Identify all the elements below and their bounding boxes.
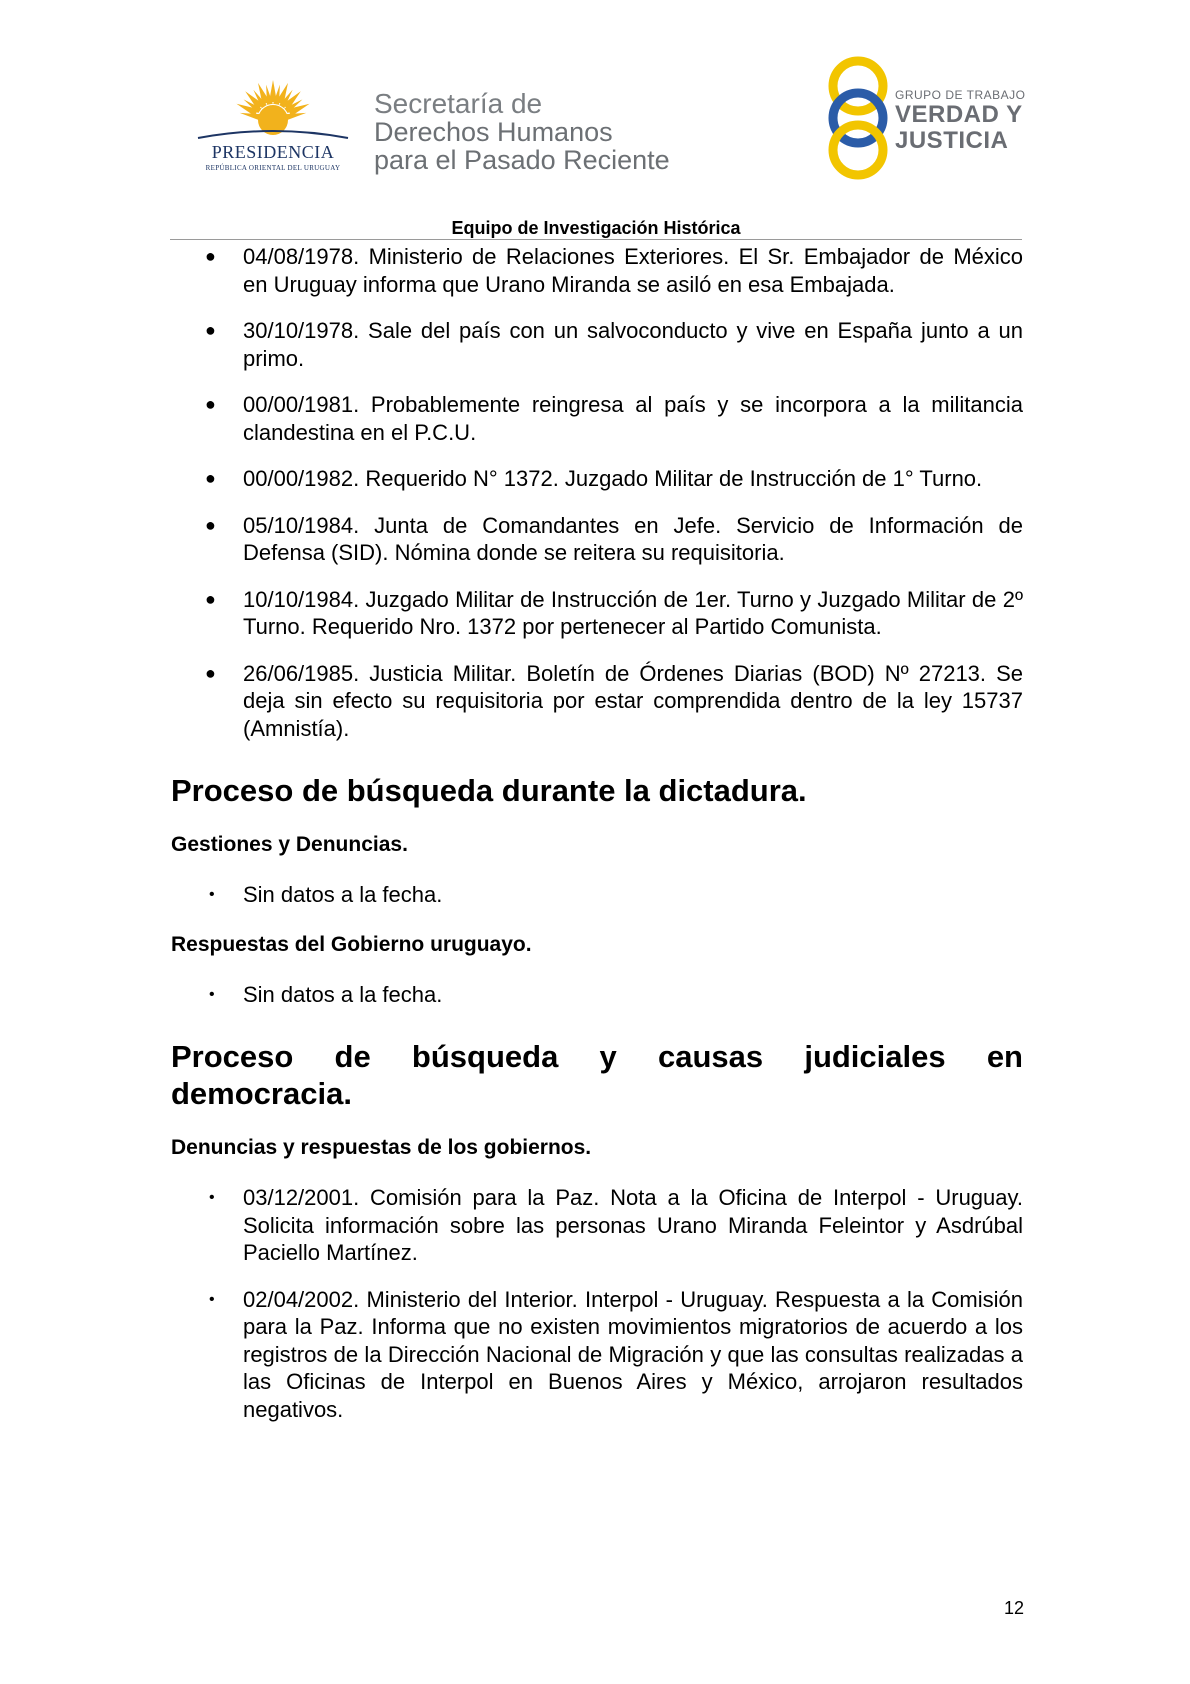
list-item xyxy=(171,243,1023,298)
presidencia-name: PRESIDENCIA xyxy=(211,142,335,162)
section-heading-dictadura: Proceso de búsqueda durante la dictadura. xyxy=(171,773,807,808)
bullet-icon: • xyxy=(209,886,215,903)
list-item xyxy=(171,391,1023,446)
list-item-text: 00/00/1981. Probablemente reingresa al país y se incorpora a la militancia clandestina en el P.C.U. xyxy=(243,392,1023,445)
list-item-text: 30/10/1978. Sale del país con un salvoconducto y vive en España junto a un primo. xyxy=(243,318,1023,371)
denuncias-list xyxy=(171,1184,1023,1423)
justicia-label: JUSTICIA xyxy=(895,127,1009,154)
list-item xyxy=(171,981,1023,1009)
list-item-text: 04/08/1978. Ministerio de Relaciones Exteriores. El Sr. Embajador de México en Uruguay informa que Urano Miranda se asiló en esa Embajada. xyxy=(243,244,1023,297)
presidencia-subtitle: REPÚBLICA ORIENTAL DEL URUGUAY xyxy=(205,164,341,172)
list-item xyxy=(171,881,1023,909)
list-item xyxy=(171,586,1023,641)
list-item xyxy=(171,465,1023,493)
subheading-gestiones: Gestiones y Denuncias. xyxy=(171,833,408,856)
subheading-denuncias: Denuncias y respuestas de los gobiernos. xyxy=(171,1136,592,1159)
list-item-text: 05/10/1984. Junta de Comandantes en Jefe. Servicio de Información de Defensa (SID). Nómina donde se reitera su requisitoria. xyxy=(243,512,1023,565)
sun-icon xyxy=(196,80,350,142)
timeline-list xyxy=(171,243,1023,742)
bullet-icon: ● xyxy=(205,514,216,535)
bullet-icon: ● xyxy=(205,468,216,488)
section-heading-line-1: Proceso de búsqueda y causas judiciales en xyxy=(171,1039,1023,1074)
list-item-text: 26/06/1985. Justicia Militar. Boletín de Órdenes Diarias (BOD) Nº 27213. Se deja sin efecto su requisitoria por estar comprendida dentro de la ley 15737 (Amnistía). xyxy=(243,660,1023,741)
bullet-icon: ● xyxy=(205,320,216,340)
bullet-icon: ● xyxy=(205,588,216,609)
subheading-respuestas: Respuestas del Gobierno uruguayo. xyxy=(171,932,532,956)
bullet-icon: • xyxy=(209,985,215,1003)
bullet-icon: ● xyxy=(205,394,216,414)
header-divider xyxy=(170,239,1022,240)
list-item-text: 00/00/1982. Requerido N° 1372. Juzgado Militar de Instrucción de 1° Turno. xyxy=(243,466,983,491)
list-item xyxy=(171,1184,1023,1267)
list-item xyxy=(171,660,1023,743)
list-item-text: 02/04/2002. Ministerio del Interior. Interpol - Uruguay. Respuesta a la Comisión para la Paz. Informa que no existen movimientos migratorios de acuerdo a los registros de la Dirección Nacional de Migración y que las consultas realizadas a las Oficinas de Interpol en Buenos Aires y México, arrojaron resultados negativos. xyxy=(243,1286,1023,1422)
list-item-text: 03/12/2001. Comisión para la Paz. Nota a la Oficina de Interpol - Uruguay. Solicita información sobre las personas Urano Miranda Feleintor y Asdrúbal Paciello Martínez. xyxy=(243,1185,1023,1265)
secretaria-line-3: para el Pasado Reciente xyxy=(374,145,670,175)
page-number: 12 xyxy=(1004,1598,1025,1618)
grupo-trabajo-text xyxy=(895,88,1025,154)
list-item xyxy=(171,512,1023,567)
verdad-label: VERDAD Y xyxy=(895,101,1023,128)
secretaria-line-1: Secretaría de xyxy=(374,88,543,119)
bullet-icon: ● xyxy=(205,662,216,683)
section-heading-democracia-line-2: democracia. xyxy=(171,1076,352,1111)
page-content xyxy=(171,243,1023,1423)
list-item xyxy=(171,317,1023,372)
section-heading-democracia xyxy=(171,1038,1023,1075)
presidencia-logo xyxy=(196,80,350,180)
respuestas-list xyxy=(171,981,1023,1009)
list-item-text: Sin datos a la fecha. xyxy=(243,882,443,907)
bullet-icon: ● xyxy=(205,246,216,266)
team-title: Equipo de Investigación Histórica xyxy=(451,218,741,238)
list-item-text: Sin datos a la fecha. xyxy=(243,981,443,1007)
bullet-icon: • xyxy=(209,1189,215,1206)
grupo-trabajo-label: GRUPO DE TRABAJO xyxy=(895,88,1026,102)
page-header xyxy=(0,0,1190,238)
list-item xyxy=(171,1286,1023,1424)
list-item-text: 10/10/1984. Juzgado Militar de Instrucción de 1er. Turno y Juzgado Militar de 2º Turno. Requerido Nro. 1372 por pertenecer al Partido Comunista. xyxy=(243,586,1023,639)
secretaria-title xyxy=(374,90,670,174)
bullet-icon: • xyxy=(209,1290,215,1308)
secretaria-line-2: Derechos Humanos xyxy=(374,117,613,147)
grupo-trabajo-rings-icon xyxy=(822,56,894,180)
gestiones-list xyxy=(171,881,1023,909)
